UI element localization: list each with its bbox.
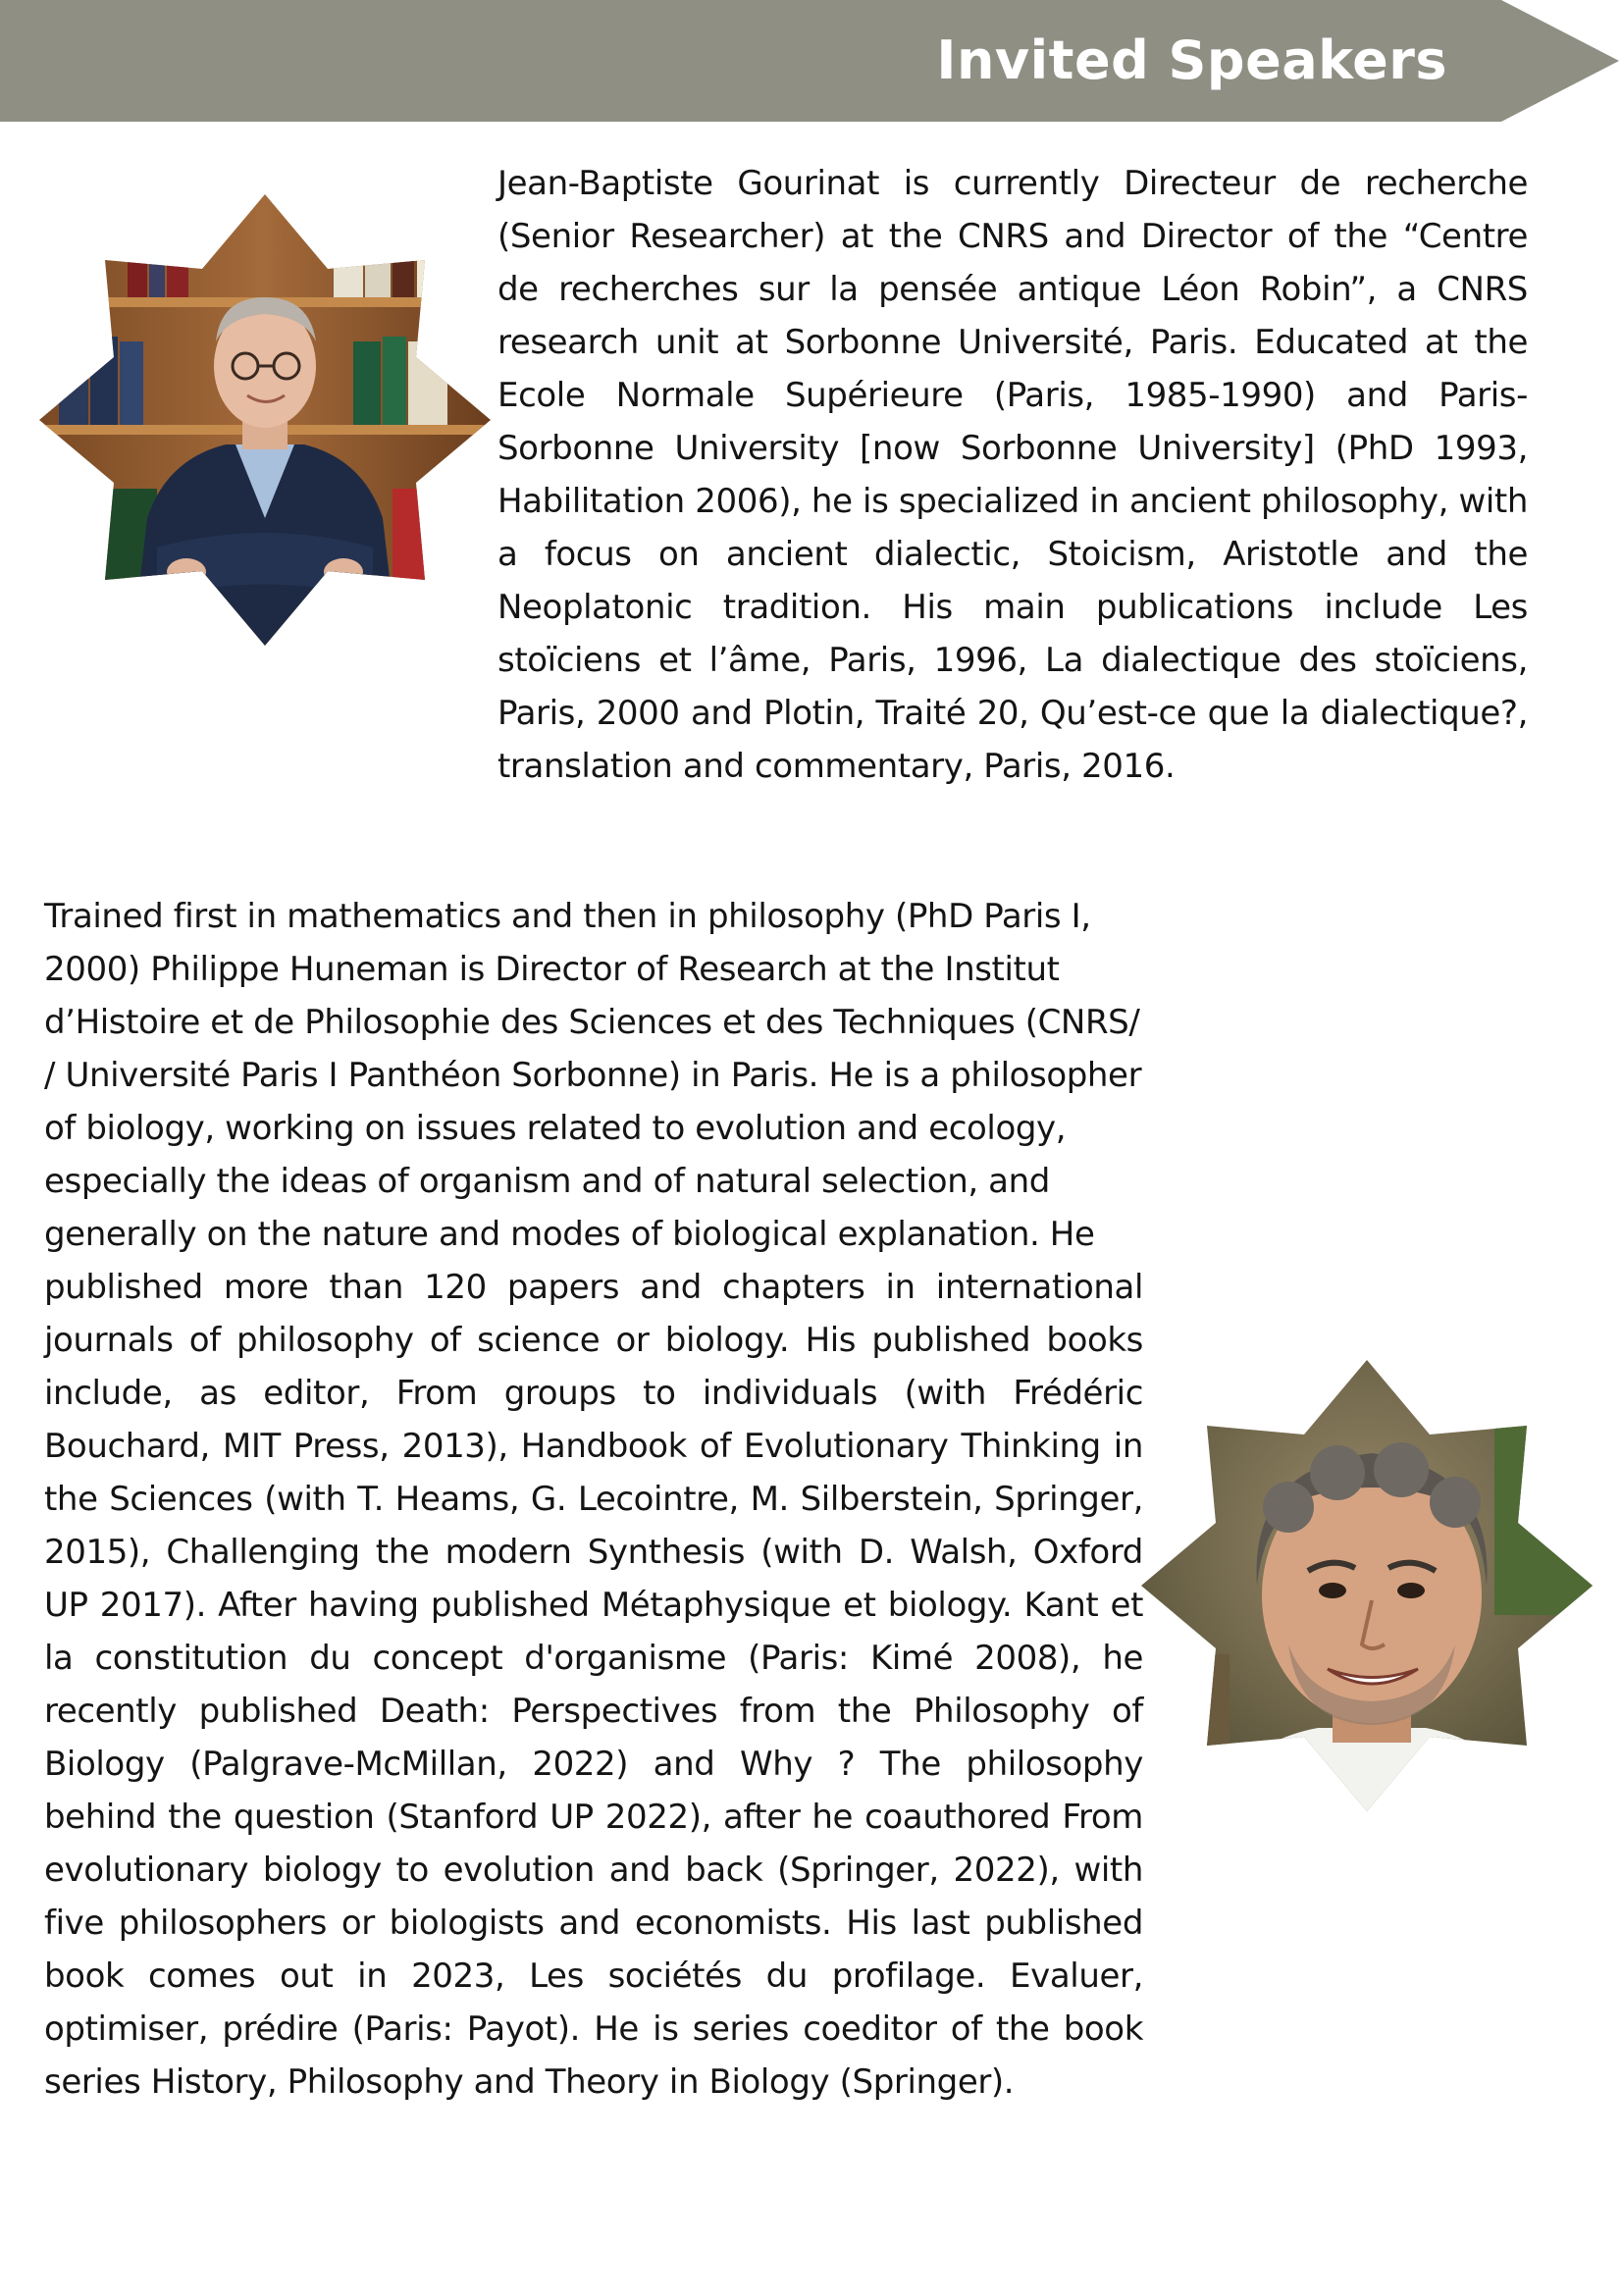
speaker-bio-huneman-part-1: Trained first in mathematics and then in philosophy (PhD Paris I, 2000) Philippe Huneman is Director of Research at the Institut d’Histoire et de Philosophie des Sciences et des Techniques (CNRS/ / Université Paris I Panthéon Sorbonne) in Paris. He is a philosopher of biology, working on issues related to evolution and ecology, especially the ideas of organism and of natural selection, and generally on the nature and modes of biological explanation. He [44,897,1142,1254]
speaker-bio-gourinat: Jean-Baptiste Gourinat is currently Directeur de recherche (Senior Researcher) at the CNRS and Director of the “Centre de recherches sur la pensée antique Léon Robin”, a CNRS research unit at Sorbonne Université, Paris. Educated at the Ecole Normale Supérieure (Paris, 1985-1990) and Paris-Sorbonne University [now Sorbonne University] (PhD 1993, Habilitation 2006), he is specialized in ancient philosophy, with a focus on ancient dialectic, Stoicism, Aristotle and the Neoplatonic tradition. His main publications include Les stoïciens et l’âme, Paris, 1996, La dialectique des stoïciens, Paris, 2000 and Plotin, Traité 20, Qu’est-ce que la dialectique?, translation and commentary, Paris, 2016. [497,164,1528,786]
speaker-portrait-huneman [1141,1360,1593,1811]
speaker-bio-huneman-part-2: published more than 120 papers and chapters in international journals of philosophy of science or biology. His published books include, as editor, From groups to individuals (with Frédéric Bouchard, MIT Press, 2013), Handbook of Evolutionary Thinking in the Sciences (with T. Heams, G. Lecointre, M. Silberstein, Springer, 2015), Challenging the modern Synthesis (with D. Walsh, Oxford UP 2017). After having published Métaphysique et biology. Kant et la constitution du concept d'organisme (Paris: Kimé 2008), he recently published Death: Perspectives from the Philosophy of Biology (Palgrave-McMillan, 2022) and Why ? The philosophy behind the question (Stanford UP 2022), after he coauthored From evolutionary biology to evolution and back (Springer, 2022), with five philosophers or biologists and economists. His last published book comes out in 2023, Les sociétés du profilage. Evaluer, optimiser, prédire (Paris: Payot). He is series coeditor of the book series History, Philosophy and Theory in Biology (Springer). [44,1268,1143,2102]
speaker-bio-huneman [44,890,1143,2109]
speaker-portrait-gourinat [39,194,491,646]
page-title: Invited Speakers [936,29,1447,91]
